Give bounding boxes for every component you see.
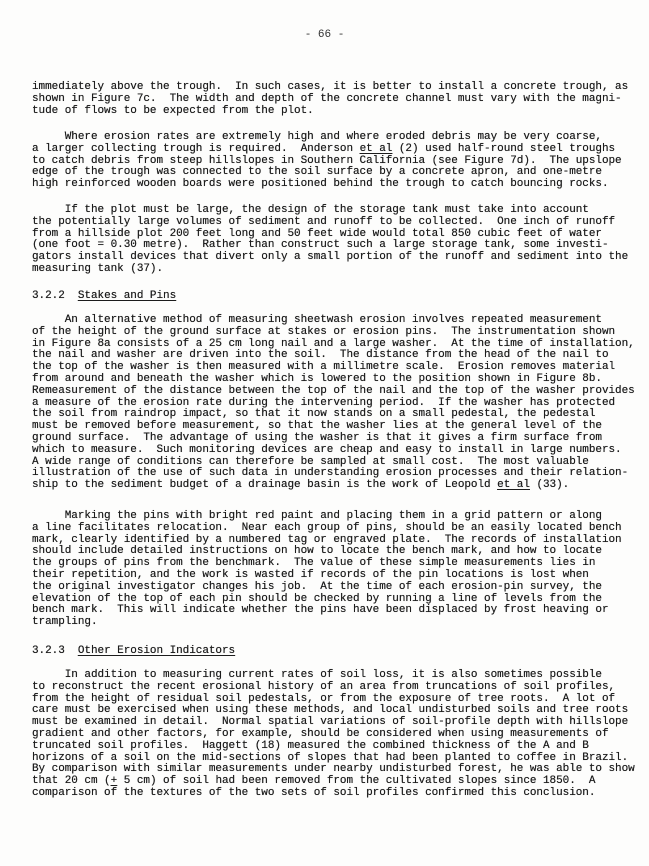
paragraph: [32, 132, 622, 191]
text-line: edge of the trough was connected to the soil surface by a concrete apron, and one-metre: [32, 166, 602, 179]
text-line: measuring tank (37).: [32, 262, 164, 275]
text-line: illustration of the use of such data in understanding erosion processes and their relation-: [32, 467, 629, 480]
text-segment: that 20 cm (: [32, 775, 111, 788]
text-line: gators install devices that divert only a small portion of the runoff and sediment into the: [32, 251, 629, 264]
text-segment: 3.2.3: [32, 645, 78, 657]
text-line: the top of the washer is then measured with a millimetre scale. Erosion removes material: [32, 361, 616, 374]
text-line: care must be exercised when using these methods, and local undisturbed soils and tree roots: [32, 704, 629, 717]
text-line: from the height of residual soil pedestals, or from the exposure of tree roots. A lot of: [32, 692, 616, 705]
text-line: a measure of the erosion rate during the intervening period. If the washer has protected: [32, 396, 616, 409]
paragraph: [32, 205, 628, 276]
text-line: trampling.: [32, 616, 98, 629]
text-line: a line facilitates relocation. Near each group of pins, should be an easily located bench: [32, 521, 622, 534]
text-line: the soil from raindrop impact, so that it now stands on a small pedestal, the pedestal: [32, 408, 596, 421]
text-line: ground surface. The advantage of using the washer is that it gives a firm surface from: [32, 431, 602, 444]
text-line: comparison of the textures of the two sets of soil profiles confirmed this conclusion.: [32, 786, 596, 799]
text-line: truncated soil profiles. Haggett (18) measured the combined thickness of the A and B: [32, 739, 589, 752]
text-line: Marking the pins with bright red paint and placing them in a grid pattern or along: [32, 510, 602, 522]
text-line: to catch debris from steep hillslopes in Southern California (see Figure 7d). The upslope: [32, 154, 622, 167]
text-segment: ship to the sediment budget of a drainage basin is the work of Leopold: [32, 479, 498, 492]
page-number: - 66 -: [304, 29, 345, 41]
underlined-text: et al: [359, 142, 393, 155]
text-line: must be examined in detail. Normal spatial variations of soil-profile depth with hillslope: [32, 716, 629, 729]
underlined-text: +: [110, 775, 118, 788]
text-line: An alternative method of measuring sheetwash erosion involves repeated measurement: [32, 314, 602, 326]
paragraph: [32, 82, 628, 117]
text-line: their repetition, and the work is wasted if records of the pin locations is lost when: [32, 568, 589, 581]
text-line: the original investigator changes his job. At the time of each erosion-pin survey, the: [32, 580, 602, 593]
text-line: [32, 144, 622, 156]
text-line: elevation of the top of each pin should be checked by running a line of levels from the: [32, 592, 602, 605]
text-line: [32, 646, 235, 658]
text-segment: (2) used half-round steel troughs: [392, 142, 616, 155]
text-line: In addition to measuring current rates of soil loss, it is also sometimes possible: [32, 669, 602, 681]
text-line: of the height of the ground surface at stakes or erosion pins. The instrumentation shown: [32, 325, 616, 338]
text-line: the potentially large volumes of sediment and runoff to be collected. One inch of runoff: [32, 215, 616, 228]
text-line: mark, clearly identified by a numbered tag or engraved plate. The records of installation: [32, 533, 622, 546]
paragraph: [32, 670, 635, 800]
text-line: Remeasurement of the distance between the top of the nail and the top of the washer provides: [32, 384, 635, 397]
underlined-text: Other Erosion Indicators: [77, 645, 236, 657]
text-segment: a larger collecting trough is required. Anderson: [32, 142, 360, 155]
text-line: If the plot must be large, the design of the storage tank must take into account: [32, 204, 589, 216]
underlined-text: Stakes and Pins: [77, 290, 177, 302]
text-line: gradient and other factors, for example, should be considered when using measurements of: [32, 727, 609, 740]
text-line: bench mark. This will indicate whether the pins have been displaced by frost heaving or: [32, 604, 609, 617]
text-line: the groups of pins from the benchmark. The value of these simple measurements lies in: [32, 557, 596, 570]
text-line: shown in Figure 7c. The width and depth of the concrete channel must vary with the magni-: [32, 92, 622, 105]
paragraph: [32, 511, 622, 629]
text-line: [32, 480, 635, 492]
text-line: immediately above the trough. In such cases, it is better to install a concrete trough, as: [32, 81, 629, 93]
text-line: tude of flows to be expected from the plot.: [32, 104, 314, 117]
text-line: Where erosion rates are extremely high and where eroded debris may be very coarse,: [32, 131, 602, 143]
text-line: (one foot = 0.30 metre). Rather than construct such a large storage tank, some investi-: [32, 239, 609, 252]
text-line: horizons of a soil on the mid-sections of slopes that had been planted to coffee in Brazil.: [32, 751, 629, 764]
text-line: A wide range of conditions can therefore be sampled at small cost. The most valuable: [32, 455, 589, 468]
text-segment: 5 cm) of soil had been removed from the cultivated slopes since 1850. A: [117, 775, 596, 788]
paragraph: [32, 315, 635, 492]
text-line: in Figure 8a consists of a 25 cm long nail and a large washer. At the time of installation,: [32, 337, 635, 350]
text-line: from around and beneath the washer which is lowered to the position shown in Figure 8b.: [32, 372, 602, 385]
text-line: should include detailed instructions on how to locate the bench mark, and how to locate: [32, 545, 602, 558]
text-line: high reinforced wooden boards were positioned behind the trough to catch bouncing rocks.: [32, 178, 609, 191]
text-line: By comparison with similar measurements under nearby undisturbed forest, he was able to show: [32, 763, 635, 776]
text-line: the nail and washer are driven into the soil. The distance from the head of the nail to: [32, 349, 609, 362]
text-line: to reconstruct the recent erosional history of an area from truncations of soil profiles,: [32, 680, 616, 693]
text-line: which to measure. Such monitoring devices are cheap and easy to install in large numbers.: [32, 443, 622, 456]
text-segment: 3.2.2: [32, 290, 78, 302]
text-segment: (33).: [529, 479, 570, 492]
underlined-text: et al: [497, 479, 530, 492]
section-heading: [32, 646, 235, 658]
section-heading: [32, 291, 176, 303]
text-line: from a hillside plot 200 feet long and 50 feet wide would total 850 cubic feet of water: [32, 227, 602, 240]
text-line: must be removed before measurement, so that the washer lies at the general level of the: [32, 420, 602, 433]
text-line: [32, 291, 176, 303]
